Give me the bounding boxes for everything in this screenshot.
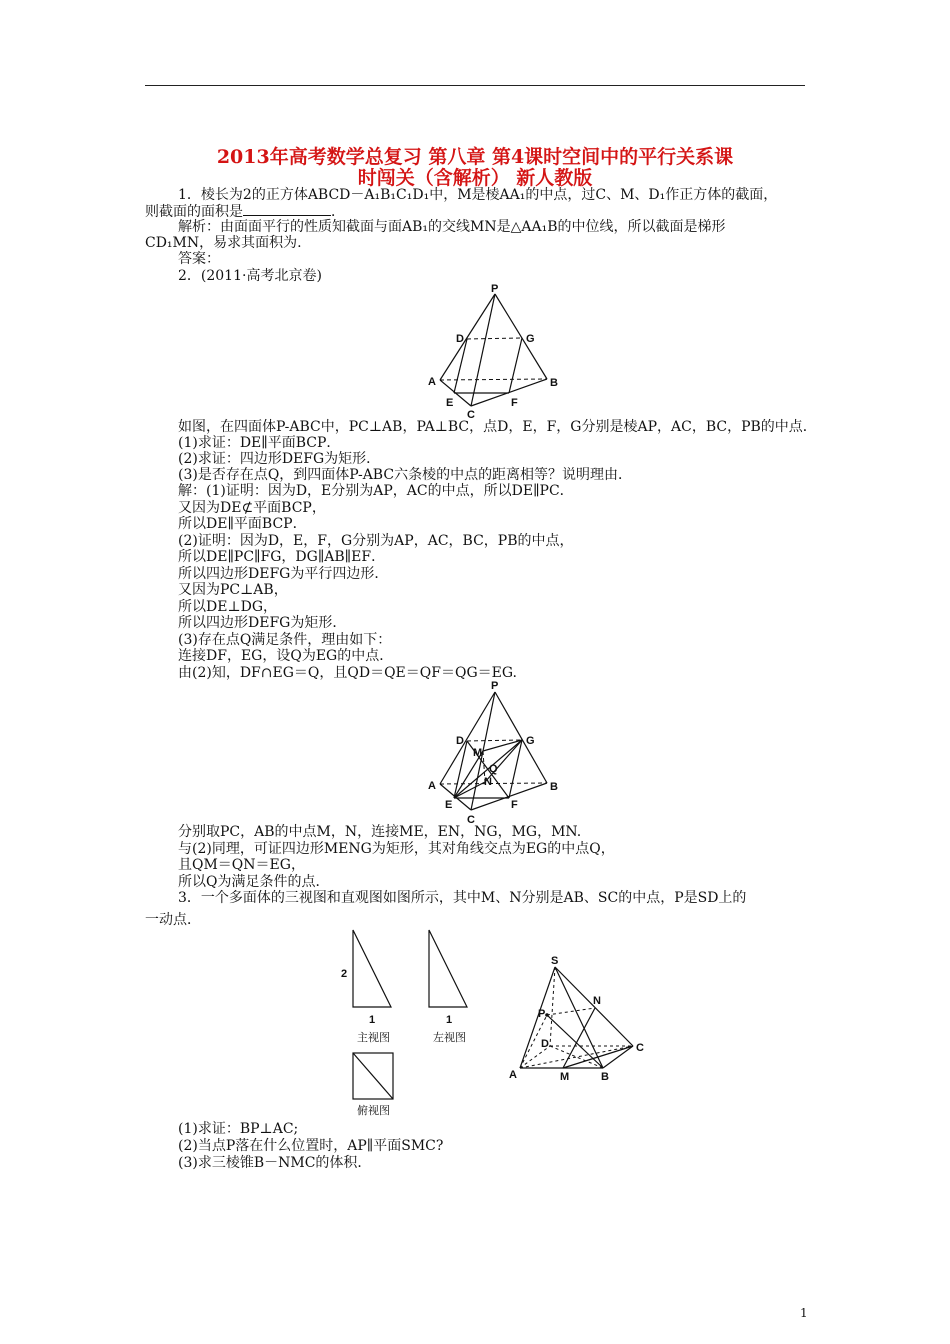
q2-solution2-line: 分别取PC，AB的中点M，N，连接ME，EN，NG，MG，MN.: [178, 824, 582, 840]
fig1-label-a: A: [428, 376, 436, 388]
solid-label-m: M: [560, 1071, 570, 1082]
fig2-label-a: A: [428, 780, 436, 792]
fig2-label-c: C: [467, 814, 475, 826]
q2-solution2-line: 且QM＝QN＝EG，: [178, 857, 305, 873]
q2-solution-line: (3)存在点Q满足条件，理由如下：: [178, 632, 392, 648]
q2-part-1: (1)求证：DE∥平面BCP．: [178, 435, 341, 451]
top-view-caption: 俯视图: [357, 1104, 390, 1117]
q2-solution2-line: 所以Q为满足条件的点．: [178, 874, 330, 890]
fig2-label-e: E: [445, 799, 453, 811]
q2-solution-line: 所以DE∥平面BCP．: [178, 516, 307, 532]
q3-part-3: (3)求三棱锥B－NMC的体积．: [178, 1155, 372, 1171]
page-number: 1: [800, 1306, 808, 1320]
q2-solution-line: 所以四边形DEFG为平行四边形．: [178, 566, 389, 582]
fig2-label-p: P: [491, 680, 499, 692]
fig2-label-m: M: [473, 747, 483, 759]
page-title-line2: 时闯关（含解析） 新人教版: [357, 167, 593, 189]
q2-figure-tetrahedron-q: [425, 678, 565, 826]
q3-stem: 3．一个多面体的三视图和直观图如图所示，其中M、N分别是AB、SC的中点，P是SD上的: [178, 890, 747, 906]
q2-solution2-line: 与(2)同理，可证四边形MENG为矩形，其对角线交点为EG的中点Q，: [178, 841, 615, 857]
q2-solution-line: 连接DF，EG，设Q为EG的中点．: [178, 648, 394, 664]
q1-analysis: 解析：由面面平行的性质知截面与面AB₁的交线MN是△AA₁B的中位线，所以截面是梯形: [178, 219, 726, 235]
q2-solution-line: 又因为DE⊄平面BCP，: [178, 500, 326, 516]
header-rule: [145, 85, 805, 86]
side-view-caption: 左视图: [433, 1031, 466, 1044]
q1-answer-blank: [243, 203, 331, 216]
fig2-label-d: D: [456, 735, 464, 747]
front-view-height: 2: [341, 968, 348, 980]
q2-part-2: (2)求证：四边形DEFG为矩形．: [178, 451, 381, 467]
q2-solution-line: 所以DE∥PC∥FG，DG∥AB∥EF．: [178, 549, 386, 565]
q3-part-1: (1)求证：BP⊥AC;: [178, 1121, 299, 1137]
q2-solution-line: (2)证明：因为D，E，F，G分别为AP，AC，BC，PB的中点，: [178, 533, 574, 549]
fig1-label-p: P: [491, 283, 499, 295]
front-view-caption: 主视图: [357, 1031, 390, 1044]
page-title-line1: 2013年高考数学总复习 第八章 第4课时空间中的平行关系课: [216, 146, 734, 168]
q2-stem: 如图，在四面体P-ABC中，PC⊥AB，PA⊥BC，点D，E，F，G分别是棱AP，AC，BC，PB的中点．: [178, 419, 817, 435]
q3-stem-cont: 一动点．: [145, 912, 201, 928]
q1-stem-suffix: ．: [331, 204, 345, 220]
q2-solution-line: 又因为PC⊥AB，: [178, 582, 288, 598]
q1-stem-cont: [145, 203, 345, 220]
fig1-label-c: C: [467, 409, 475, 421]
solid-label-n: N: [593, 995, 601, 1007]
solid-label-b: B: [601, 1071, 609, 1082]
solid-label-c: C: [636, 1042, 644, 1054]
q1-answer: 答案：: [178, 251, 220, 267]
q2-header: 2．(2011·高考北京卷): [178, 268, 322, 284]
fig2-label-q: Q: [489, 763, 498, 775]
fig2-label-b: B: [550, 781, 558, 793]
solid-label-d: D: [541, 1038, 549, 1050]
fig1-label-f: F: [511, 397, 518, 409]
front-view-width: 1: [369, 1014, 376, 1026]
q1-stem-prefix: 则截面的面积是: [145, 204, 243, 220]
side-view-width: 1: [446, 1014, 453, 1026]
fig2-label-n: N: [484, 776, 492, 788]
fig1-label-d: D: [456, 333, 464, 345]
solid-label-a: A: [509, 1069, 517, 1081]
q2-solution-line: 所以DE⊥DG，: [178, 599, 278, 615]
q3-solid-figure: [505, 952, 655, 1082]
fig1-label-e: E: [446, 397, 454, 409]
q2-solution-line: 解：(1)证明：因为D，E分别为AP，AC的中点，所以DE∥PC．: [178, 483, 574, 499]
fig1-label-g: G: [526, 333, 535, 345]
q2-solution-line: 所以四边形DEFG为矩形．: [178, 615, 347, 631]
q2-solution-line: 由(2)知，DF∩EG＝Q，且QD＝QE＝QF＝QG＝EG.: [178, 665, 517, 681]
q2-figure-tetrahedron: [425, 282, 565, 422]
solid-label-p: P: [538, 1008, 546, 1020]
solid-label-s: S: [551, 955, 559, 967]
q3-three-views: [335, 925, 495, 1120]
fig1-label-b: B: [550, 377, 558, 389]
q1-analysis-cont: CD₁MN，易求其面积为.: [145, 235, 302, 251]
fig2-label-g: G: [526, 735, 535, 747]
q3-part-2: (2)当点P落在什么位置时，AP∥平面SMC?: [178, 1138, 444, 1154]
q2-part-3: (3)是否存在点Q，到四面体P-ABC六条棱的中点的距离相等？说明理由．: [178, 467, 633, 483]
fig2-label-f: F: [511, 799, 518, 811]
q1-stem: 1．棱长为2的正方体ABCD－A₁B₁C₁D₁中，M是棱AA₁的中点，过C、M、D₁作正方体的截面，: [178, 187, 778, 203]
